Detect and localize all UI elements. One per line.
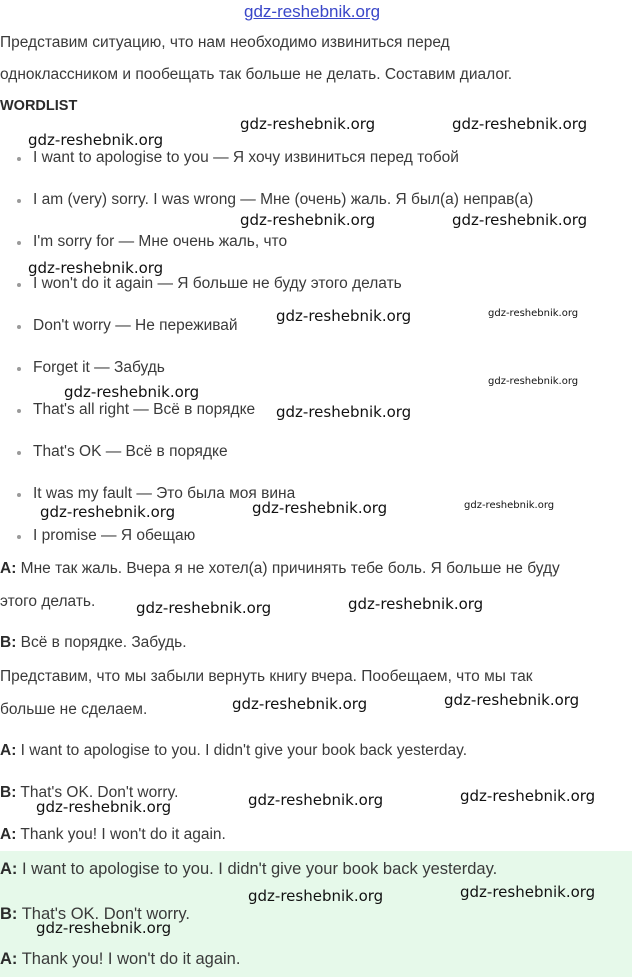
watermark: gdz-reshebnik.org: [276, 403, 412, 421]
intro-line-2: одноклассником и пообещать так больше не делать. Составим диалог.: [0, 66, 513, 83]
header-watermark-link[interactable]: gdz-reshebnik.org: [244, 2, 381, 21]
dialog2-line: [0, 742, 467, 760]
dialog-text: Thank you! I won't do it again.: [21, 950, 241, 968]
watermark: gdz-reshebnik.org: [64, 383, 200, 401]
watermark: gdz-reshebnik.org: [28, 131, 164, 149]
watermark: gdz-reshebnik.org: [444, 691, 580, 709]
bullet-icon: [17, 241, 21, 245]
watermark: gdz-reshebnik.org: [276, 307, 412, 325]
watermark: gdz-reshebnik.org: [240, 115, 376, 133]
wordlist-title: WORDLIST: [0, 98, 78, 114]
speaker-label: B:: [0, 905, 18, 923]
intro2-line-1: Представим, что мы забыли вернуть книгу вчера. Пообещаем, что мы так: [0, 668, 533, 685]
intro2-line-2: больше не сделаем.: [0, 701, 148, 718]
watermark: gdz-reshebnik.org: [452, 211, 588, 229]
watermark: gdz-reshebnik.org: [488, 308, 579, 319]
dialog1-a-line-2: этого делать.: [0, 593, 96, 610]
dialog-text: I want to apologise to you. I didn't give your book back yesterday.: [20, 742, 468, 759]
dialog-text: That's OK. Don't worry.: [21, 905, 191, 923]
wordlist-item: I promise — Я обещаю: [33, 527, 196, 544]
watermark: gdz-reshebnik.org: [488, 376, 579, 387]
dialog-text: Мне так жаль. Вчера я не хотел(а) причинять тебе боль. Я больше не буду: [20, 560, 560, 577]
bullet-icon: [17, 535, 21, 539]
speaker-label: B:: [0, 634, 17, 651]
watermark: gdz-reshebnik.org: [240, 211, 376, 229]
dialog1-a-line-1: [0, 560, 560, 578]
watermark: gdz-reshebnik.org: [40, 503, 176, 521]
dialog3-line: [0, 860, 497, 879]
bullet-icon: [17, 157, 21, 161]
speaker-label: A:: [0, 742, 17, 759]
speaker-label: A:: [0, 826, 17, 843]
dialog1-b-line: [0, 634, 187, 652]
speaker-label: A:: [0, 560, 17, 577]
watermark: gdz-reshebnik.org: [36, 919, 172, 937]
bullet-icon: [17, 409, 21, 413]
watermark: gdz-reshebnik.org: [452, 115, 588, 133]
wordlist-item: It was my fault — Это была моя вина: [33, 485, 296, 502]
watermark: gdz-reshebnik.org: [460, 787, 596, 805]
dialog-text: That's OK. Don't worry.: [20, 784, 179, 801]
wordlist-item: I won't do it again — Я больше не буду этого делать: [33, 275, 402, 292]
wordlist-item: I'm sorry for — Мне очень жаль, что: [33, 233, 288, 250]
speaker-label: B:: [0, 784, 17, 801]
intro-line-1: Представим ситуацию, что нам необходимо извиниться перед: [0, 34, 450, 51]
wordlist-item: Don't worry — Не переживай: [33, 317, 238, 334]
speaker-label: A:: [0, 950, 18, 968]
watermark: gdz-reshebnik.org: [36, 798, 172, 816]
watermark: gdz-reshebnik.org: [28, 259, 164, 277]
dialog-text: Thank you! I won't do it again.: [20, 826, 226, 843]
bullet-icon: [17, 199, 21, 203]
watermark: gdz-reshebnik.org: [232, 695, 368, 713]
wordlist-item: That's OK — Всё в порядке: [33, 443, 228, 460]
dialog-text: I want to apologise to you. I didn't give your book back yesterday.: [22, 860, 498, 878]
bullet-icon: [17, 367, 21, 371]
bullet-icon: [17, 451, 21, 455]
watermark: gdz-reshebnik.org: [348, 595, 484, 613]
watermark: gdz-reshebnik.org: [136, 599, 272, 617]
speaker-label: A:: [0, 860, 18, 878]
watermark: gdz-reshebnik.org: [248, 887, 384, 905]
wordlist-item: I am (very) sorry. I was wrong — Мне (очень) жаль. Я был(а) неправ(а): [33, 191, 534, 208]
wordlist-item: Forget it — Забудь: [33, 359, 165, 376]
watermark: gdz-reshebnik.org: [248, 791, 384, 809]
bullet-icon: [17, 493, 21, 497]
dialog-text: Всё в порядке. Забудь.: [20, 634, 187, 651]
watermark: gdz-reshebnik.org: [464, 500, 555, 511]
wordlist-item: I want to apologise to you — Я хочу извиниться перед тобой: [33, 149, 459, 166]
watermark: gdz-reshebnik.org: [252, 499, 388, 517]
dialog2-line: [0, 826, 226, 844]
bullet-icon: [17, 283, 21, 287]
bullet-icon: [17, 325, 21, 329]
watermark: gdz-reshebnik.org: [460, 883, 596, 901]
wordlist-item: That's all right — Всё в порядке: [33, 401, 256, 418]
dialog3-line: [0, 950, 240, 969]
